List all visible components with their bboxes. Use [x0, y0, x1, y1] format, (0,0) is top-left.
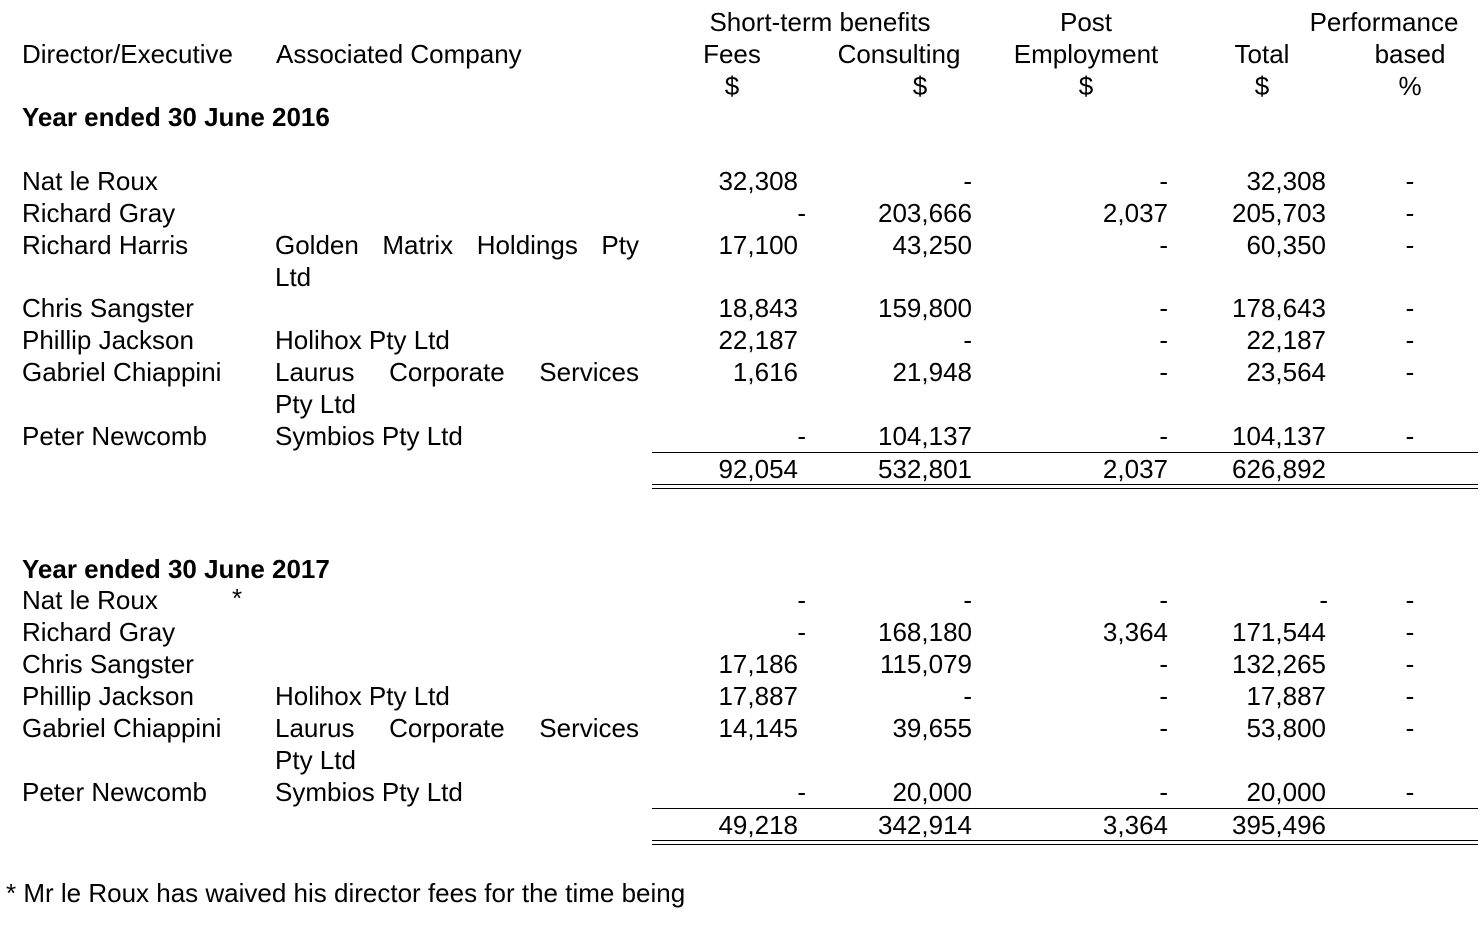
- fees-value: -: [797, 617, 806, 647]
- footnote: * Mr le Roux has waived his director fees for the time being: [6, 878, 686, 908]
- director-name: Richard Gray: [22, 198, 176, 228]
- post-employment-value: -: [1159, 230, 1168, 260]
- total-value: 53,800: [1246, 713, 1326, 743]
- header-post-unit: $: [1078, 71, 1094, 101]
- total-value: 22,187: [1246, 325, 1326, 355]
- consulting-value: 115,079: [879, 649, 972, 679]
- associated-company: Golden Matrix Holdings Pty Ltd: [275, 230, 639, 292]
- associated-company: Symbios Pty Ltd: [275, 421, 463, 451]
- post-employment-value: -: [1159, 585, 1168, 615]
- consulting-value: 168,180: [878, 617, 972, 647]
- header-fees: Fees: [703, 39, 761, 69]
- header-company: Associated Company: [276, 39, 522, 69]
- grand-total: 395,496: [1232, 810, 1326, 840]
- director-name: Peter Newcomb: [22, 777, 207, 807]
- post-employment-value: -: [1159, 357, 1168, 387]
- consulting-value: 20,000: [892, 777, 972, 807]
- consulting-total: 532,801: [878, 454, 972, 484]
- post-employment-value: -: [1159, 325, 1168, 355]
- post-employment-value: -: [1159, 713, 1168, 743]
- footnote-marker: *: [232, 583, 243, 613]
- director-name: Phillip Jackson: [22, 681, 194, 711]
- consulting-value: -: [963, 166, 972, 196]
- consulting-value: 104,137: [878, 421, 972, 451]
- header-total: Total: [1234, 39, 1290, 69]
- section-title-2016: Year ended 30 June 2016: [22, 102, 330, 132]
- fees-value: -: [797, 777, 806, 807]
- header-consulting: Consulting: [837, 39, 961, 69]
- fees-value: 17,887: [718, 681, 798, 711]
- director-name: Gabriel Chiappini: [22, 713, 222, 743]
- consulting-value: -: [963, 681, 972, 711]
- total-double-rule: [652, 844, 1478, 845]
- director-name: Chris Sangster: [22, 293, 194, 323]
- header-short-term: Short-term benefits: [709, 7, 931, 37]
- total-value: 104,137: [1232, 421, 1326, 451]
- header-perf-1: Performance: [1309, 7, 1459, 37]
- post-employment-total: 2,037: [1102, 454, 1168, 484]
- total-double-rule: [652, 840, 1478, 841]
- director-name: Phillip Jackson: [22, 325, 194, 355]
- associated-company: Holihox Pty Ltd: [275, 681, 450, 711]
- post-employment-value: -: [1159, 166, 1168, 196]
- consulting-total: 342,914: [878, 810, 972, 840]
- header-total-unit: $: [1254, 71, 1270, 101]
- post-employment-value: -: [1159, 421, 1168, 451]
- fees-value: 1,616: [732, 357, 798, 387]
- total-value: 178,643: [1232, 293, 1326, 323]
- total-double-rule: [652, 488, 1478, 489]
- total-value: 171,544: [1232, 617, 1326, 647]
- consulting-value: 203,666: [878, 198, 972, 228]
- fees-value: 22,187: [718, 325, 798, 355]
- fees-value: 18,843: [718, 293, 798, 323]
- consulting-value: -: [963, 325, 972, 355]
- performance-value: -: [1405, 357, 1415, 387]
- performance-value: -: [1405, 166, 1415, 196]
- fees-total: 92,054: [718, 454, 798, 484]
- post-employment-value: -: [1159, 293, 1168, 323]
- fees-total: 49,218: [718, 810, 798, 840]
- performance-value: -: [1405, 421, 1415, 451]
- header-post-2: Employment: [1013, 39, 1159, 69]
- grand-total: 626,892: [1232, 454, 1326, 484]
- performance-value: -: [1405, 293, 1415, 323]
- total-value: 132,265: [1232, 649, 1326, 679]
- total-value: 23,564: [1246, 357, 1326, 387]
- associated-company: Symbios Pty Ltd: [275, 777, 463, 807]
- post-employment-value: -: [1159, 681, 1168, 711]
- section-title-2017: Year ended 30 June 2017: [22, 554, 330, 584]
- header-post-1: Post: [1059, 7, 1113, 37]
- director-name: Nat le Roux: [22, 585, 158, 615]
- fees-value: 17,186: [718, 649, 798, 679]
- performance-value: -: [1405, 198, 1415, 228]
- performance-value: -: [1405, 585, 1415, 615]
- performance-value: -: [1405, 777, 1415, 807]
- director-name: Chris Sangster: [22, 649, 194, 679]
- total-value: 60,350: [1246, 230, 1326, 260]
- director-name: Richard Gray: [22, 617, 176, 647]
- header-fees-unit: $: [724, 71, 740, 101]
- fees-value: 17,100: [718, 230, 798, 260]
- total-double-rule: [652, 484, 1478, 485]
- total-value: 32,308: [1246, 166, 1326, 196]
- consulting-value: 159,800: [878, 293, 972, 323]
- total-value: -: [1319, 585, 1328, 615]
- post-employment-value: -: [1159, 777, 1168, 807]
- consulting-value: -: [963, 585, 972, 615]
- director-name: Gabriel Chiappini: [22, 357, 222, 387]
- associated-company: Laurus Corporate Services Pty Ltd: [275, 357, 639, 419]
- post-employment-value: 2,037: [1102, 198, 1168, 228]
- post-employment-value: 3,364: [1102, 617, 1168, 647]
- total-value: 17,887: [1246, 681, 1326, 711]
- fees-value: -: [797, 585, 806, 615]
- total-value: 205,703: [1232, 198, 1326, 228]
- performance-value: -: [1405, 230, 1415, 260]
- post-employment-total: 3,364: [1102, 810, 1168, 840]
- director-name: Richard Harris: [22, 230, 189, 260]
- performance-value: -: [1405, 681, 1415, 711]
- fees-value: 32,308: [718, 166, 798, 196]
- performance-value: -: [1405, 325, 1415, 355]
- consulting-value: 43,250: [892, 230, 972, 260]
- consulting-value: 21,948: [892, 357, 972, 387]
- header-consulting-unit: $: [912, 71, 928, 101]
- associated-company: Holihox Pty Ltd: [275, 325, 450, 355]
- director-name: Nat le Roux: [22, 166, 158, 196]
- performance-value: -: [1405, 649, 1415, 679]
- fees-value: 14,145: [718, 713, 798, 743]
- fees-value: -: [797, 421, 806, 451]
- header-director: Director/Executive: [22, 39, 233, 69]
- director-name: Peter Newcomb: [22, 421, 207, 451]
- consulting-value: 39,655: [892, 713, 972, 743]
- header-perf-2: based: [1374, 39, 1446, 69]
- fees-value: -: [797, 198, 806, 228]
- total-value: 20,000: [1246, 777, 1326, 807]
- performance-value: -: [1405, 713, 1415, 743]
- header-perf-unit: %: [1398, 71, 1422, 101]
- post-employment-value: -: [1159, 649, 1168, 679]
- associated-company: Laurus Corporate Services Pty Ltd: [275, 713, 639, 775]
- performance-value: -: [1405, 617, 1415, 647]
